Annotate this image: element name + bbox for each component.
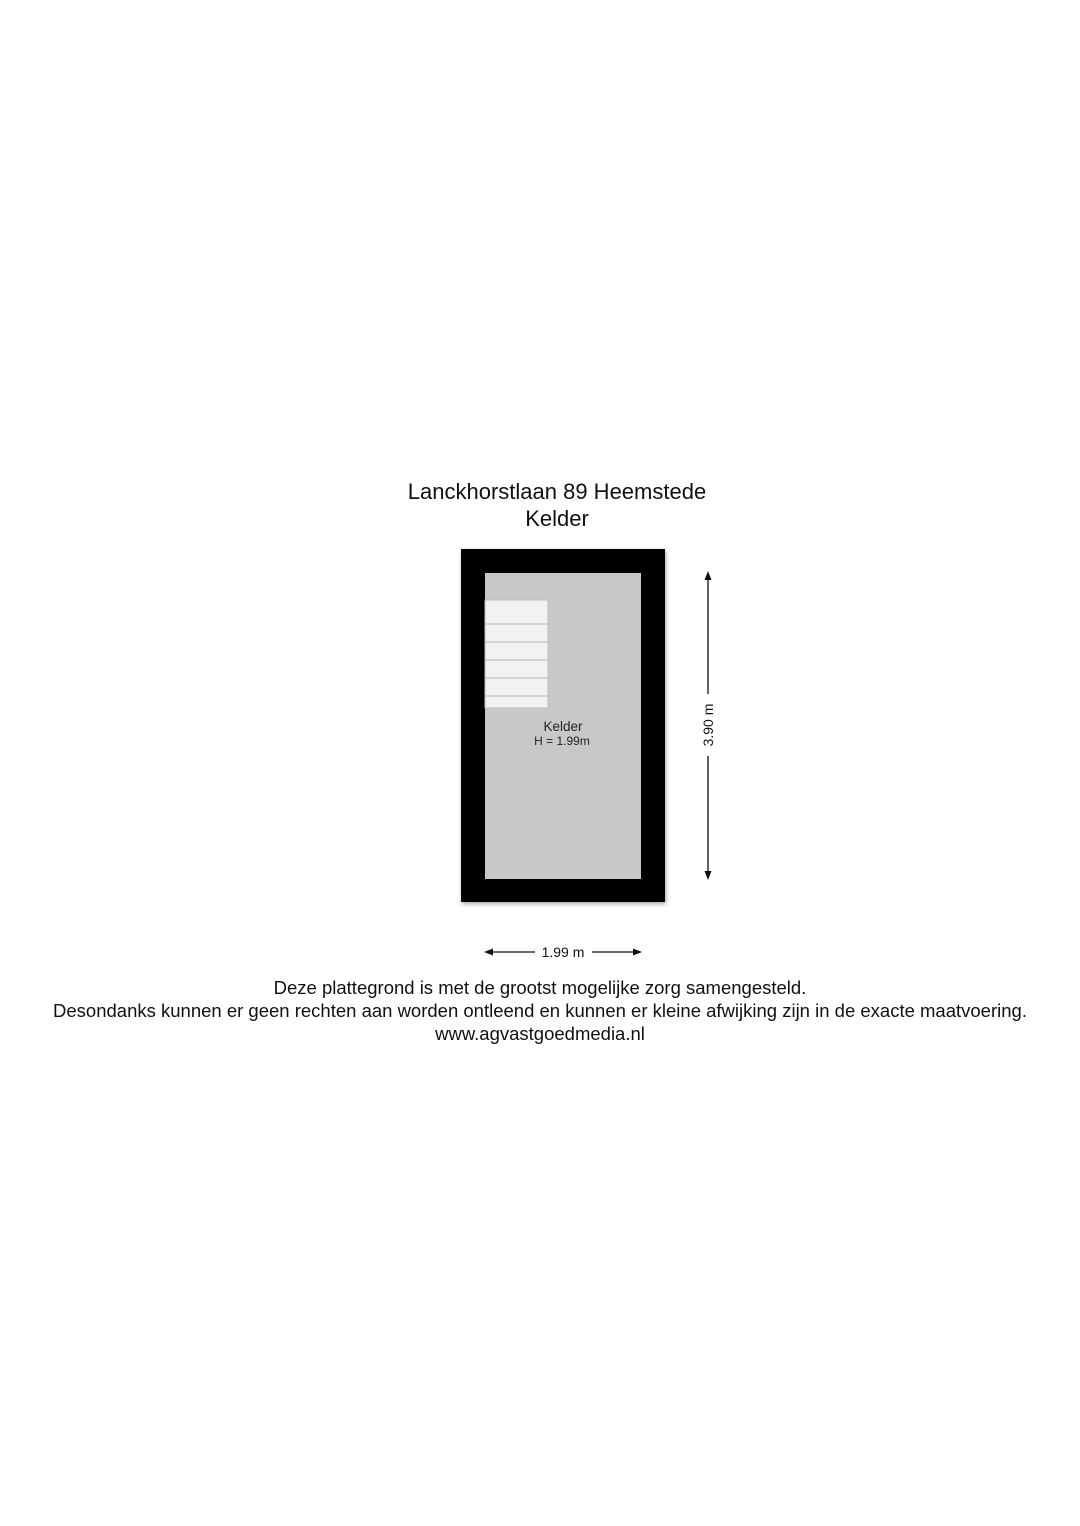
room-height-label: H = 1.99m bbox=[534, 734, 590, 748]
floor-title: Kelder bbox=[525, 506, 589, 531]
width-dimension bbox=[484, 944, 642, 960]
disclaimer bbox=[0, 976, 1080, 1045]
depth-label: 3.90 m bbox=[700, 703, 716, 747]
disclaimer-line-1: Deze plattegrond is met de grootst mogelijke zorg samengesteld. bbox=[273, 977, 807, 998]
address-title: Lanckhorstlaan 89 Heemstede bbox=[407, 479, 707, 504]
room-label: Kelder bbox=[543, 719, 583, 734]
website-link[interactable]: www.agvastgoedmedia.nl bbox=[435, 1023, 645, 1044]
disclaimer-line-2: Desondanks kunnen er geen rechten aan worden ontleend en kunnen er kleine afwijking zijn in de exacte maatvoering. bbox=[53, 1000, 1027, 1021]
width-label: 1.99 m bbox=[541, 944, 585, 960]
depth-dimension bbox=[700, 571, 716, 880]
staircase bbox=[485, 600, 548, 708]
